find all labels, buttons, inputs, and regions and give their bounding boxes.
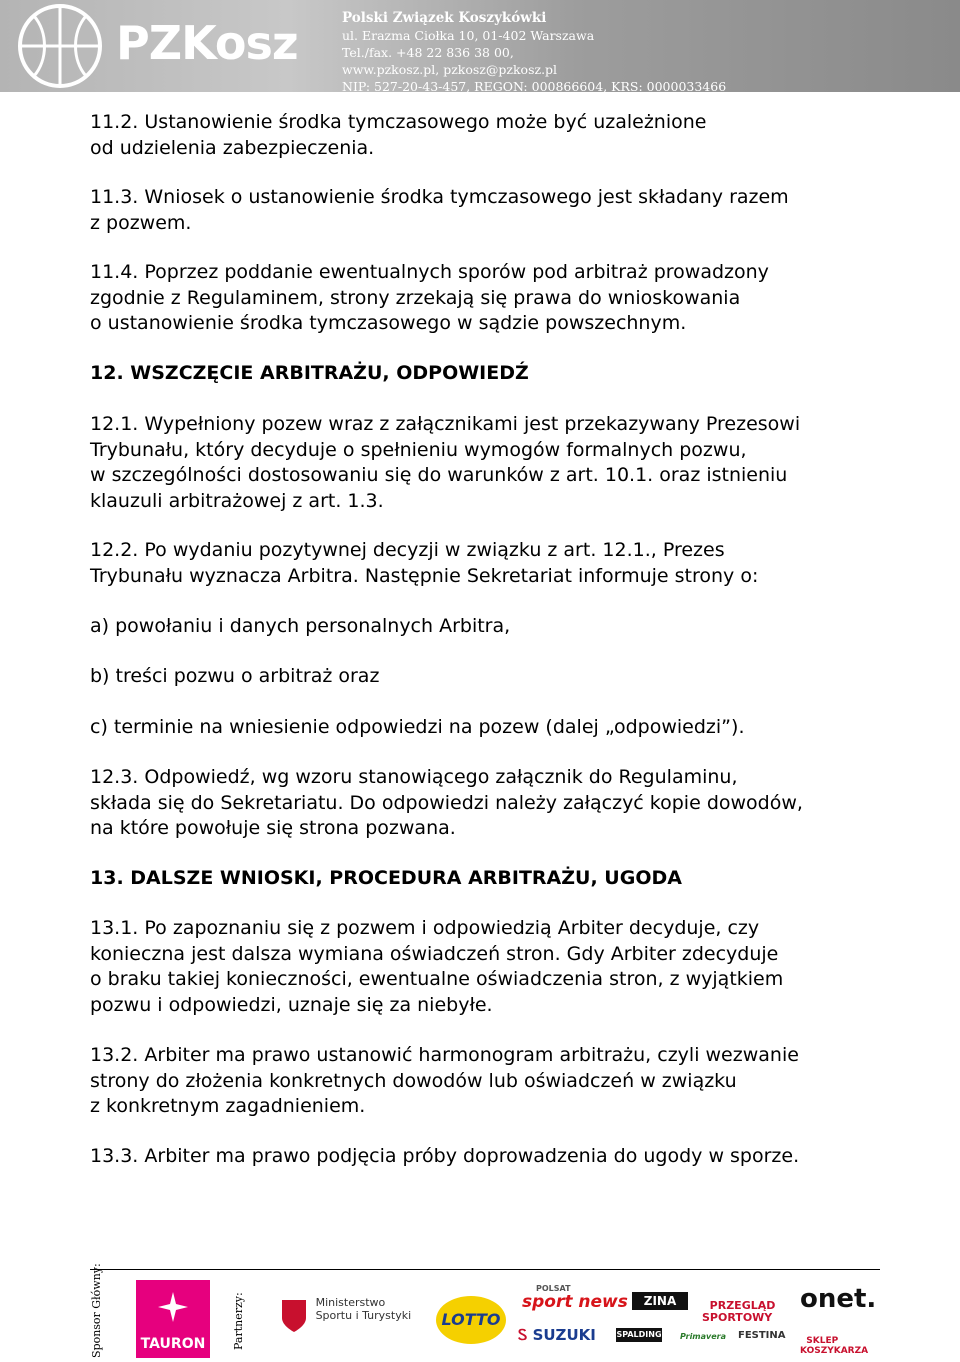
ministry-name: Ministerstwo Sportu i Turystyki bbox=[315, 1296, 412, 1322]
address: ul. Erazma Ciołka 10, 01-402 Warszawa bbox=[342, 28, 595, 43]
contact-block bbox=[342, 10, 726, 95]
paragraph-12-1: 12.1. Wypełniony pozew wraz z załącznikami jest przekazywany Prezesowi Trybunału, który decyduje o spełnieniu wymogów formalnych pozwu, w szczególności dostosowaniu się do warunków z art. 10.1. oraz istnieniu klauzuli arbitrażowej z art. 1.3. bbox=[90, 413, 801, 512]
primavera-logo: Primavera bbox=[680, 1332, 727, 1341]
suzuki-logo: Ꮪ SUZUKI bbox=[518, 1326, 596, 1344]
paragraph-11-3: 11.3. Wniosek o ustanowienie środka tymczasowego jest składany razem z pozwem. bbox=[90, 186, 789, 234]
footer-divider bbox=[90, 1269, 880, 1270]
ministry-logo bbox=[278, 1296, 411, 1334]
list-item-b: b) treści pozwu o arbitraż oraz bbox=[90, 665, 380, 687]
spalding-logo: SPALDING bbox=[616, 1328, 662, 1342]
paragraph-13-1: 13.1. Po zapoznaniu się z pozwem i odpowiedzią Arbiter decyduje, czy konieczna jest dalsza wymiana oświadczeń stron. Gdy Arbiter zdecyduje o braku takiej konieczności, ewentualne oświadczenia stron, z wyjątkiem pozwu i odpowiedzi, uznaje się za niebyłe. bbox=[90, 917, 784, 1016]
website-email: www.pzkosz.pl, pzkosz@pzkosz.pl bbox=[342, 62, 558, 77]
przeglad-sportowy-logo: PRZEGLĄD SPORTOWY bbox=[702, 1299, 776, 1324]
basketball-logo-icon bbox=[14, 2, 106, 90]
section-heading-13: 13. DALSZE WNIOSKI, PROCEDURA ARBITRAŻU, UGODA bbox=[90, 867, 682, 889]
header-banner bbox=[0, 0, 960, 92]
section-heading-12: 12. WSZCZĘCIE ARBITRAŻU, ODPOWIEDŹ bbox=[90, 362, 529, 384]
registry-numbers: NIP: 527-20-43-457, REGON: 000866604, KRS: 0000033466 bbox=[342, 79, 727, 94]
lotto-name: LOTTO bbox=[441, 1310, 501, 1329]
tauron-star-icon bbox=[156, 1290, 190, 1324]
ministry-emblem-icon bbox=[278, 1296, 310, 1334]
paragraph-11-4: 11.4. Poprzez poddanie ewentualnych sporów pod arbitraż prowadzony zgodnie z Regulaminem, strony zrzekają się prawa do wnioskowania o ustanowienie środka tymczasowego w sądzie powszechnym. bbox=[90, 261, 769, 334]
suzuki-s-icon: Ꮪ bbox=[518, 1326, 528, 1344]
paragraph-13-2: 13.2. Arbiter ma prawo ustanowić harmonogram arbitrażu, czyli wezwanie strony do złożenia konkretnych dowodów lub oświadczeń w związku z konkretnym zagadnieniem. bbox=[90, 1044, 799, 1117]
paragraph-12-2: 12.2. Po wydaniu pozytywnej decyzji w związku z art. 12.1., Prezes Trybunału wyznacza Arbitra. Następnie Sekretariat informuje strony o: bbox=[90, 539, 759, 587]
brand-name: PZKosz bbox=[116, 16, 298, 70]
paragraph-11-2: 11.2. Ustanowienie środka tymczasowego może być uzależnione od udzielenia zabezpieczenia. bbox=[90, 111, 707, 159]
paragraph-13-3: 13.3. Arbiter ma prawo podjęcia próby doprowadzenia do ugody w sporze. bbox=[90, 1145, 800, 1167]
lotto-logo bbox=[436, 1296, 506, 1344]
polsat-logo: POLSAT bbox=[536, 1284, 571, 1293]
festina-logo: FESTINA bbox=[738, 1330, 786, 1341]
onet-logo: onet. bbox=[800, 1284, 877, 1314]
list-item-a: a) powołaniu i danych personalnych Arbitra, bbox=[90, 615, 511, 637]
partners-label: Partnerzy: bbox=[232, 1292, 245, 1350]
sponsor-label: Sponsor Główny: bbox=[90, 1263, 103, 1358]
paragraph-12-3: 12.3. Odpowiedź, wg wzoru stanowiącego załącznik do Regulaminu, składa się do Sekretariatu. Do odpowiedzi należy załączyć kopie dowodów, na które powołuje się strona pozwana. bbox=[90, 766, 803, 839]
phone: Tel./fax. +48 22 836 38 00, bbox=[342, 45, 514, 60]
org-name: Polski Związek Koszykówki bbox=[342, 10, 547, 26]
sklep-koszykarza-logo: SKLEP KOSZYKARZA bbox=[800, 1336, 869, 1356]
sport-news-logo: sport news bbox=[522, 1292, 628, 1312]
sponsor-logo-tauron bbox=[136, 1280, 210, 1358]
zina-logo: ZINA bbox=[632, 1292, 688, 1310]
sponsor-name: TAURON bbox=[140, 1336, 206, 1352]
list-item-c: c) terminie na wniesienie odpowiedzi na pozew (dalej „odpowiedzi”). bbox=[90, 716, 745, 738]
